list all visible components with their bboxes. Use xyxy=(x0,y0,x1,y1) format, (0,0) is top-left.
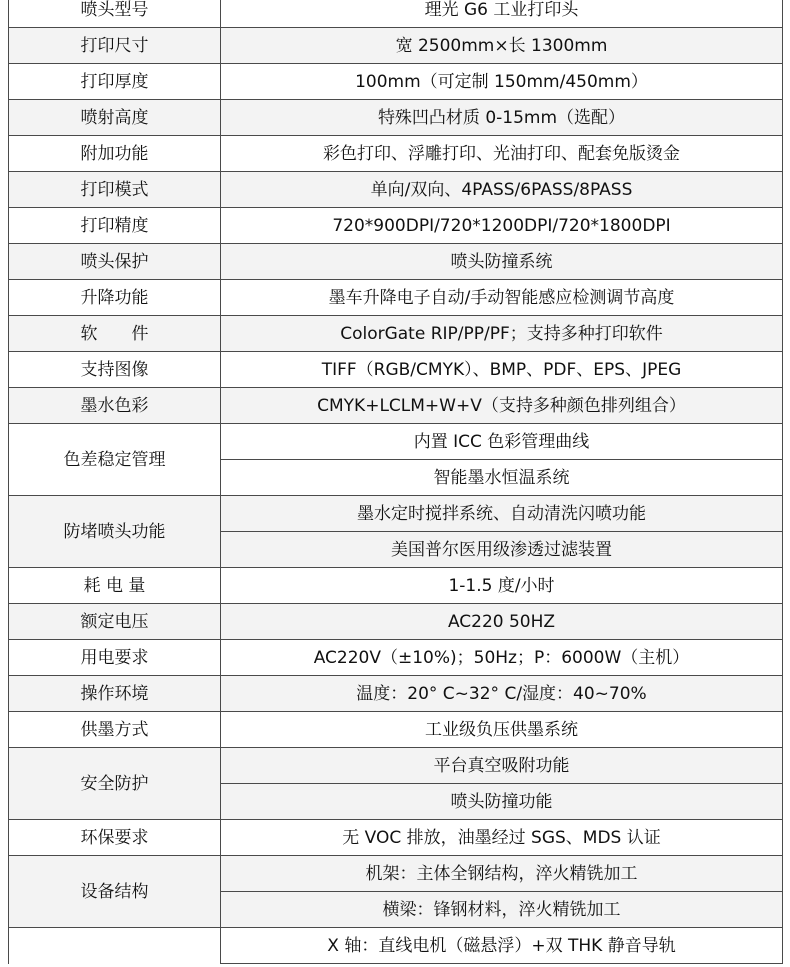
row-value: 宽 2500mm×长 1300mm xyxy=(221,28,783,64)
table-row xyxy=(9,712,783,748)
row-value: 喷头防撞系统 xyxy=(221,244,783,280)
row-label: 喷头保护 xyxy=(9,244,221,280)
table-row xyxy=(9,0,783,28)
row-label: 色差稳定管理 xyxy=(9,424,221,496)
row-label: 支持图像 xyxy=(9,352,221,388)
table-row xyxy=(9,28,783,64)
row-value: 智能墨水恒温系统 xyxy=(221,460,783,496)
row-value: 美国普尔医用级渗透过滤装置 xyxy=(221,532,783,568)
row-label: 耗 电 量 xyxy=(9,568,221,604)
row-label: 打印尺寸 xyxy=(9,28,221,64)
table-row xyxy=(9,136,783,172)
row-label: 额定电压 xyxy=(9,604,221,640)
row-value: 无 VOC 排放，油墨经过 SGS、MDS 认证 xyxy=(221,820,783,856)
row-label: 打印模式 xyxy=(9,172,221,208)
table-row xyxy=(9,820,783,856)
row-value: 单向/双向、4PASS/6PASS/8PASS xyxy=(221,172,783,208)
row-value: ColorGate RIP/PP/PF；支持多种打印软件 xyxy=(221,316,783,352)
row-label: 安全防护 xyxy=(9,748,221,820)
row-value: 工业级负压供墨系统 xyxy=(221,712,783,748)
row-label: 附加功能 xyxy=(9,136,221,172)
table-row xyxy=(9,64,783,100)
row-label: 喷头型号 xyxy=(9,0,221,28)
row-value: 墨车升降电子自动/手动智能感应检测调节高度 xyxy=(221,280,783,316)
spec-table xyxy=(8,0,783,964)
row-value: 理光 G6 工业打印头 xyxy=(221,0,783,28)
row-value: 内置 ICC 色彩管理曲线 xyxy=(221,424,783,460)
table-row xyxy=(9,856,783,892)
row-label: 用电要求 xyxy=(9,640,221,676)
row-value: CMYK+LCLM+W+V（支持多种颜色排列组合） xyxy=(221,388,783,424)
table-row xyxy=(9,352,783,388)
table-row xyxy=(9,676,783,712)
row-value: 横梁：锋钢材料，淬火精铣加工 xyxy=(221,892,783,928)
table-row xyxy=(9,244,783,280)
table-row xyxy=(9,568,783,604)
table-row xyxy=(9,316,783,352)
table-row xyxy=(9,928,783,964)
table-row xyxy=(9,208,783,244)
row-label: 打印精度 xyxy=(9,208,221,244)
table-row xyxy=(9,424,783,460)
row-label xyxy=(9,928,221,964)
table-row xyxy=(9,172,783,208)
row-value: 平台真空吸附功能 xyxy=(221,748,783,784)
row-label: 喷射高度 xyxy=(9,100,221,136)
row-label: 防堵喷头功能 xyxy=(9,496,221,568)
row-label: 供墨方式 xyxy=(9,712,221,748)
row-value: 特殊凹凸材质 0-15mm（选配） xyxy=(221,100,783,136)
row-value: 720*900DPI/720*1200DPI/720*1800DPI xyxy=(221,208,783,244)
row-label: 设备结构 xyxy=(9,856,221,928)
row-value: X 轴：直线电机（磁悬浮）+双 THK 静音导轨 xyxy=(221,928,783,964)
table-row xyxy=(9,604,783,640)
row-value: AC220V（±10%)；50Hz；P：6000W（主机） xyxy=(221,640,783,676)
row-value: 彩色打印、浮雕打印、光油打印、配套免版烫金 xyxy=(221,136,783,172)
row-label: 操作环境 xyxy=(9,676,221,712)
row-label: 软 件 xyxy=(9,316,221,352)
row-label: 环保要求 xyxy=(9,820,221,856)
table-row xyxy=(9,280,783,316)
row-value: 1-1.5 度/小时 xyxy=(221,568,783,604)
table-row xyxy=(9,100,783,136)
row-label: 墨水色彩 xyxy=(9,388,221,424)
table-row xyxy=(9,748,783,784)
row-value: 温度：20° C~32° C/湿度：40~70% xyxy=(221,676,783,712)
row-value: 喷头防撞功能 xyxy=(221,784,783,820)
row-value: 机架：主体全钢结构，淬火精铣加工 xyxy=(221,856,783,892)
row-label: 打印厚度 xyxy=(9,64,221,100)
row-label: 升降功能 xyxy=(9,280,221,316)
row-value: 100mm（可定制 150mm/450mm） xyxy=(221,64,783,100)
row-value: AC220 50HZ xyxy=(221,604,783,640)
table-row xyxy=(9,640,783,676)
table-row xyxy=(9,496,783,532)
table-row xyxy=(9,388,783,424)
row-value: TIFF（RGB/CMYK）、BMP、PDF、EPS、JPEG xyxy=(221,352,783,388)
row-value: 墨水定时搅拌系统、自动清洗闪喷功能 xyxy=(221,496,783,532)
